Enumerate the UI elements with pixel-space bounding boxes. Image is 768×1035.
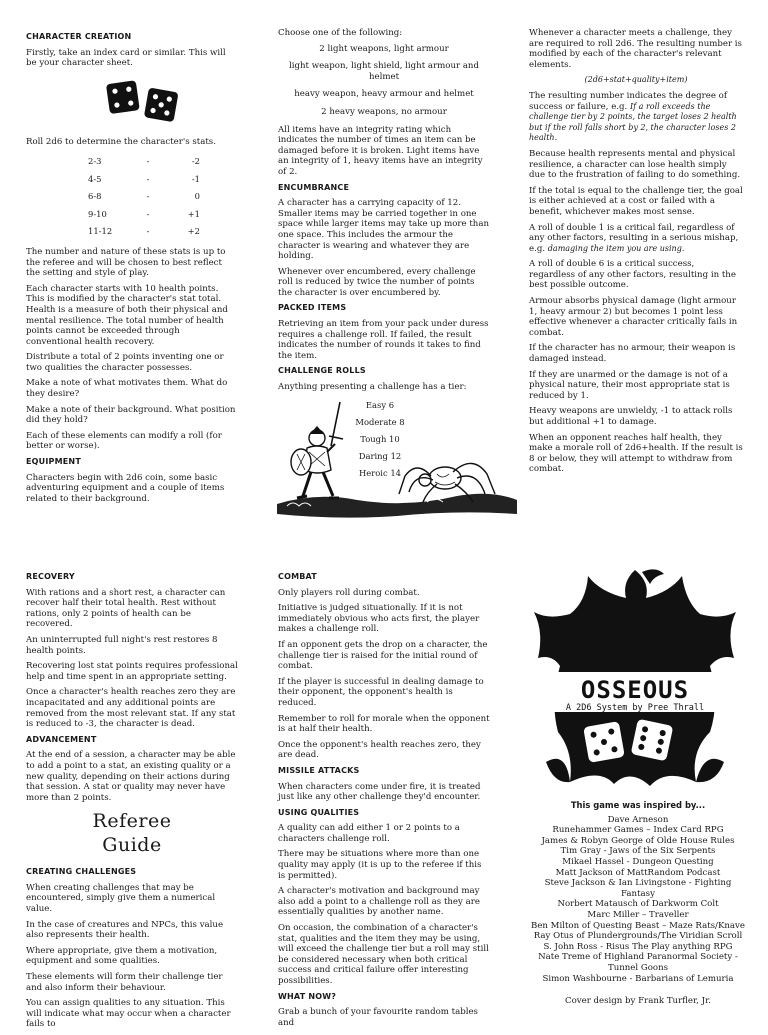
- paragraph: Once the opponent's health reaches zero, they are dead.: [278, 739, 481, 761]
- credit-line: James & Robyn George of Olde House Rules: [541, 835, 735, 846]
- paragraph: If the character has no armour, their weapon is damaged instead.: [529, 343, 736, 365]
- paragraph: A roll of double 1 is a critical fail, regardless of any other factors, resulting in a serious mishap, e.g. damaging the item you are using.: [529, 222, 739, 254]
- paragraph: Firstly, take an index card or similar. This will be your character sheet.: [26, 47, 226, 69]
- paragraph: Because health represents mental and physical resilience, a character can lose health simply due to the frustration of failing to do something.: [529, 148, 741, 181]
- heading-challenge-rolls: CHALLENGE ROLLS: [278, 366, 366, 376]
- paragraph: Heavy weapons are unwieldy, -1 to attack rolls but additional +1 to damage.: [529, 406, 733, 427]
- paragraph: Anything presenting a challenge has a tier:: [278, 382, 467, 393]
- cover-design-credit: Cover design by Frank Turfler, Jr.: [565, 996, 711, 1007]
- equipment-option: heavy weapon, heavy armour and helmet: [294, 89, 474, 100]
- heading-packed-items: PACKED ITEMS: [278, 303, 347, 313]
- paragraph: Choose one of the following:: [278, 28, 403, 38]
- heading-missile-attacks: MISSILE ATTACKS: [278, 765, 360, 775]
- paragraph: If an opponent gets the drop on a character, the challenge tier is raised for the initial round of combat.: [278, 639, 488, 672]
- paragraph: A character has a carrying capacity of 12. Smaller items may be carried together in one space while larger items may take up more than one space. This includes the armour the character is wearing and whatever they are holding.: [278, 198, 489, 262]
- paragraph: If the total is equal to the challenge tier, the goal is either achieved at a cost or failed with a benefit, whichever makes most sense.: [529, 185, 743, 217]
- equipment-options: [278, 44, 490, 118]
- equipment-option: 2 light weapons, light armour: [319, 43, 449, 54]
- heading-encumbrance: ENCUMBRANCE: [278, 182, 350, 192]
- paragraph: Whenever a character meets a challenge, they are required to roll 2d6. The resulting number is modified by each of the character's relevant elements.: [529, 28, 742, 70]
- heading-using-qualities: USING QUALITIES: [278, 807, 360, 817]
- tier-item: Daring 12: [358, 451, 402, 461]
- column-challenge-resolution: [529, 28, 743, 480]
- paragraph: Distribute a total of 2 points inventing one or two qualities the character possesses.: [26, 352, 224, 373]
- stat-row: 6-8 - 0: [88, 191, 200, 202]
- challenge-tiers: [330, 400, 430, 485]
- paragraph: Where appropriate, give them a motivation, equipment and some qualities.: [26, 945, 218, 967]
- tier-item: Easy 6: [365, 400, 395, 410]
- paragraph: The number and nature of these stats is up to the referee and will be chosen to best reflect the setting and style of play.: [26, 246, 226, 279]
- equipment-option: 2 heavy weapons, no armour: [321, 106, 447, 117]
- paragraph: A character's motivation and background may also add a point to a challenge roll as they are essentially qualities by another name.: [278, 886, 480, 918]
- paragraph: In the case of creatures and NPCs, this value also represents their health.: [26, 919, 224, 941]
- paragraph: Only players roll during combat.: [278, 587, 420, 598]
- paragraph: Make a note of their background. What position did they hold?: [26, 404, 236, 426]
- paragraph: At the end of a session, a character may be able to add a point to a stat, an existing quality or a new quality, depending on their actions during that session. A stat or quality may never have more than 2 points.: [26, 750, 236, 803]
- referee-guide-title: Referee Guide: [92, 810, 172, 857]
- credit-line: Matt Jackson of MattRandom Podcast: [555, 867, 721, 878]
- dice-icon: [104, 78, 184, 124]
- credit-line: Nate Treme of Highland Paranormal Society -: [538, 952, 738, 963]
- tier-item: Moderate 8: [355, 417, 405, 427]
- column-character-creation: [26, 28, 238, 509]
- credit-line: Steve Jackson & Ian Livingstone - Fighting Fantasy: [544, 878, 732, 899]
- dragon-cover-illustration: [530, 562, 740, 794]
- paragraph: Make a note of what motivates them. What do they desire?: [26, 378, 228, 400]
- credit-line: Norbert Matausch of Darkworm Colt: [557, 899, 719, 910]
- heading-recovery: RECOVERY: [26, 572, 75, 581]
- heading-character-creation: CHARACTER CREATION: [26, 32, 132, 41]
- paragraph: Whenever over encumbered, every challenge roll is reduced by twice the number of points the character is over encumbered by.: [278, 266, 476, 298]
- credit-line: Dave Arneson: [607, 814, 669, 825]
- credit-line: Ray Otus of Plundergrounds/The Viridian Scroll: [533, 931, 743, 942]
- stat-table: [88, 153, 200, 241]
- paragraph: You can assign qualities to any situation. This will indicate what may occur when a character fails to: [26, 998, 231, 1030]
- equipment-option: light weapon, light shield, light armour and helmet: [289, 61, 479, 82]
- credit-line: Simon Washbourne - Barbarians of Lemuria: [542, 973, 734, 984]
- column-recovery-referee: [26, 568, 238, 1035]
- paragraph: When an opponent reaches half health, they make a morale roll of 2d6+health. If the result is 8 or below, they will attempt to withdraw from combat.: [529, 432, 743, 475]
- credit-line: S. John Ross - Risus The Play anything RPG: [543, 941, 733, 952]
- credit-line: Runehammer Games – Index Card RPG: [552, 825, 724, 836]
- credit-line: Marc Miller – Traveller: [587, 909, 689, 920]
- paragraph: Initiative is judged situationally. If it is not immediately obvious who acts first, the player makes a challenge roll.: [278, 603, 480, 635]
- paragraph: Each character starts with 10 health points. This is modified by the character's stat total. Health is a measure of both their physical and mental resilience. The total number of health points cannot be exceeded through conventional health recovery.: [26, 283, 228, 347]
- paragraph: A roll of double 6 is a critical success, regardless of any other factors, resulting in the best possible outcome.: [529, 259, 736, 291]
- paragraph: Once a character's health reaches zero they are incapacitated and any additional points are removed from the most relevant stat. If any stat is reduced to -3, the character is dead.: [26, 687, 236, 730]
- paragraph: If the player is successful in dealing damage to their opponent, the opponent's health is reduced.: [278, 676, 484, 708]
- paragraph: A quality can add either 1 or 2 points to a characters challenge roll.: [278, 823, 460, 844]
- credits-title: This game was inspired by...: [570, 800, 706, 810]
- paragraph: Retrieving an item from your pack under duress requires a challenge roll. If failed, the result indicates the number of rounds it takes to find the item.: [278, 319, 489, 361]
- paragraph: Recovering lost stat points requires professional help and time spent in an appropriate setting.: [26, 661, 238, 682]
- paragraph: With rations and a short rest, a character can recover half their total health. Rest without rations, only 2 points of health can be recovered.: [26, 587, 226, 630]
- paragraph: Each of these elements can modify a roll (for better or worse).: [26, 430, 222, 452]
- paragraph: All items have an integrity rating which indicates the number of times an item can be damaged before it is broken. Light items have an integrity of 1, heavy items have an integrity of 2.: [278, 124, 483, 177]
- paragraph: Roll 2d6 to determine the character's stats.: [26, 137, 216, 148]
- paragraph: There may be situations where more than one quality may apply (it is up to the referee if this is permitted).: [278, 849, 482, 881]
- stat-row: 9-10 - +1: [88, 208, 200, 219]
- paragraph: The resulting number indicates the degree of success or failure, e.g. If a roll exceeds the challenge tier by 2 points, the target loses 2 health but if the roll falls short by 2, the character loses 2 health.: [529, 90, 737, 143]
- paragraph: Characters begin with 2d6 coin, some basic adventuring equipment and a couple of items related to their background.: [26, 472, 225, 504]
- heading-what-now: WHAT NOW?: [278, 991, 337, 1001]
- stat-row: 11-12 - +2: [88, 226, 200, 237]
- paragraph: If they are unarmed or the damage is not of a physical nature, their most appropriate stat is reduced by 1.: [529, 369, 730, 401]
- paragraph: An uninterrupted full night's rest restores 8 health points.: [26, 634, 218, 656]
- credit-line: Tim Gray - Jaws of the Six Serpents: [560, 846, 716, 857]
- paragraph: Remember to roll for morale when the opponent is at half their health.: [278, 713, 490, 735]
- heading-equipment: EQUIPMENT: [26, 457, 81, 467]
- cover-title: OSSEOUS: [580, 676, 690, 704]
- column-combat: [278, 568, 490, 1033]
- paragraph: Grab a bunch of your favourite random tables and: [278, 1007, 478, 1028]
- paragraph: These elements will form their challenge tier and also inform their behaviour.: [26, 972, 223, 993]
- paragraph: Armour absorbs physical damage (light armour 1, heavy armour 2) but becomes 1 point less effective whenever a character critically fails in combat.: [529, 296, 738, 338]
- stat-row: 4-5 - -1: [88, 173, 200, 184]
- tier-item: Heroic 14: [359, 468, 401, 478]
- paragraph: When characters come under fire, it is treated just like any other challenge they'd encounter.: [278, 781, 481, 803]
- heading-creating-challenges: CREATING CHALLENGES: [26, 867, 137, 877]
- credit-line: Tunnel Goons: [607, 962, 669, 973]
- cover-subtitle: A 2D6 System by Pree Thrall: [565, 703, 705, 713]
- heading-combat: COMBAT: [278, 572, 317, 581]
- credits: [528, 800, 748, 1007]
- formula: (2d6+stat+quality+item): [584, 75, 688, 85]
- credit-line: Ben Milton of Questing Beast – Maze Rats/Knave: [531, 920, 745, 931]
- stat-row: 2-3 - -2: [88, 155, 200, 166]
- paragraph: When creating challenges that may be encountered, simply give them a numerical value.: [26, 882, 216, 915]
- tier-item: Tough 10: [360, 434, 400, 444]
- heading-advancement: ADVANCEMENT: [26, 734, 97, 744]
- paragraph: On occasion, the combination of a character's stat, qualities and the item they may be using, will exceed the challenge tier but a roll may still be considered necessary when both critical success and critical failure offer interesting possibilities.: [278, 923, 489, 986]
- credit-line: Mikael Hassel - Dungeon Questing: [562, 856, 714, 867]
- column-equipment: [278, 28, 490, 398]
